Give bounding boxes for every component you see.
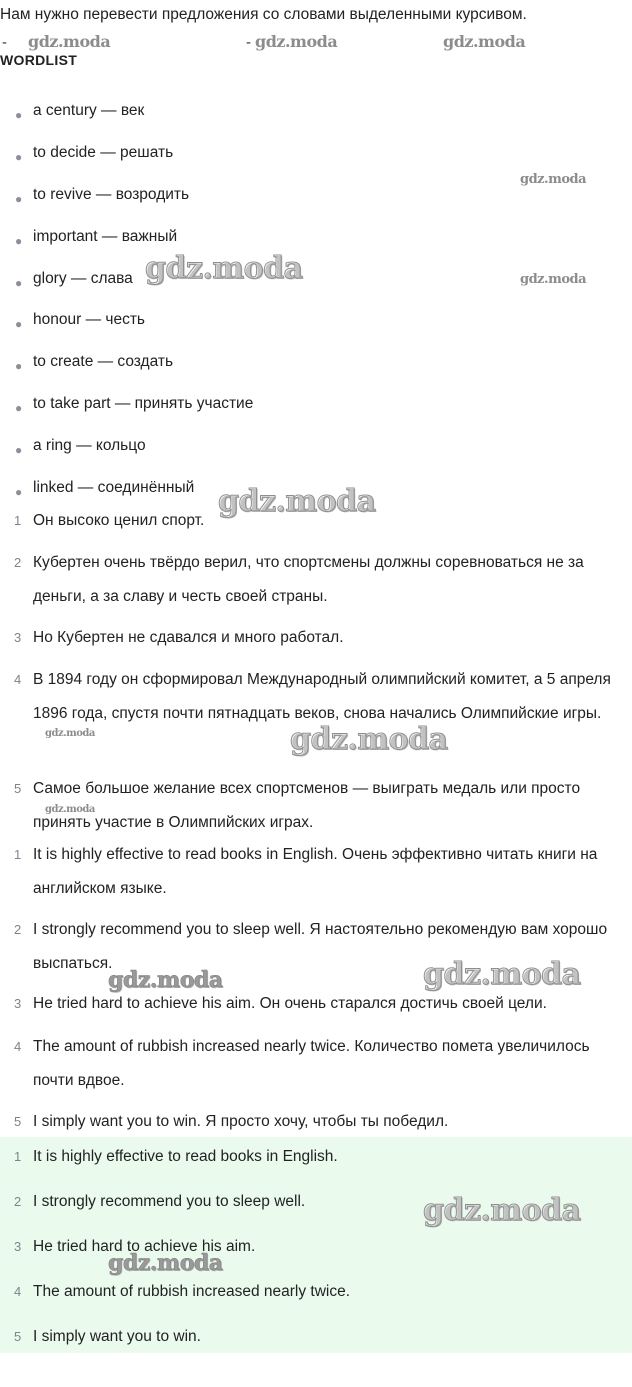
watermark: gdz.moda [45, 728, 95, 739]
watermark: gdz.moda [520, 172, 587, 187]
bullet-icon: ● [15, 108, 23, 122]
watermark: gdz.moda [255, 32, 338, 51]
watermark: gdz.moda [218, 484, 376, 519]
watermark: gdz.moda [423, 957, 581, 992]
watermark: gdz.moda [45, 804, 95, 815]
page: Нам нужно перевести предложения со словами выделенными курсивом. - - WORDLIST ● a century — век ● to decide — решать ● to revive — возродить ● important — важный ● glory — слава ● honour — честь ● to create — создать ● to take part — принять участие ● a ring — кольцо ● linked — соединённый 1 Он высоко ценил спорт. 2 Кубертен очень твёрдо верил, что спортсмены должны соревноваться не за деньги, а за славу и честь своей страны. 3 Но Кубертен не сдавался и много работал. 4 В 1894 году он сформировал Международный олимпийский комитет, а 5 апреля 1896 года, спустя почти пятнадцать веков, снова начались Олимпийские игры. 5 Самое большое желание всех спортсменов — выиграть медаль или просто принять участие в Олимпийских играх. 1 It is highly effective to read books in English. Очень эффективно читать книги на английском языке. 2 I strongly recommend you to sleep well. Я настоятельно рекомендую вам хорошо выспаться. 3 He tried hard to achieve his aim. Он очень старался достичь своей цели. 4 The amount of rubbish increased nearly twice. Количество помета увеличилось почти вдвое. 5 I simply want you to win. Я просто хочу, чтобы ты победил. 1 It is highly effective to read books in English. 2 I strongly recommend you to sleep well. 3 He tried hard to achieve his aim. 4 The amount of rubbish increased nearly twice. 5 I simply want you to win. gdz.moda gdz.moda gdz.moda gdz.moda gdz.moda gdz.moda gdz.moda gdz.moda gdz.moda gdz.moda gdz.moda gdz.moda gdz.moda [0, 0, 632, 1387]
watermark: gdz.moda [145, 251, 303, 286]
dash-mark: - [246, 34, 251, 51]
watermark: gdz.moda [108, 967, 223, 993]
watermark: gdz.moda [520, 272, 587, 287]
bullet-icon: ● [15, 276, 23, 290]
bullet-icon: ● [15, 485, 23, 499]
watermark: gdz.moda [443, 32, 526, 51]
bullet-icon: ● [15, 443, 23, 457]
watermark: gdz.moda [290, 722, 448, 757]
watermark: gdz.moda [28, 32, 111, 51]
bullet-icon: ● [15, 150, 23, 164]
bullet-icon: ● [15, 317, 23, 331]
answer-block: 1 It is highly effective to read books in English. 2 I strongly recommend you to sleep well. 3 He tried hard to achieve his aim. 4 The amount of rubbish increased nearly twice. 5 I simply want you to win. [0, 1137, 632, 1353]
bullet-icon: ● [15, 359, 23, 373]
bullet-icon: ● [15, 192, 23, 206]
watermark: gdz.moda [108, 1250, 223, 1276]
bullet-icon: ● [15, 234, 23, 248]
dash-mark: - [2, 34, 7, 51]
wordlist-heading: WORDLIST [0, 52, 78, 68]
bullet-icon: ● [15, 401, 23, 415]
intro-text: Нам нужно перевести предложения со словами выделенными курсивом. [0, 6, 527, 23]
